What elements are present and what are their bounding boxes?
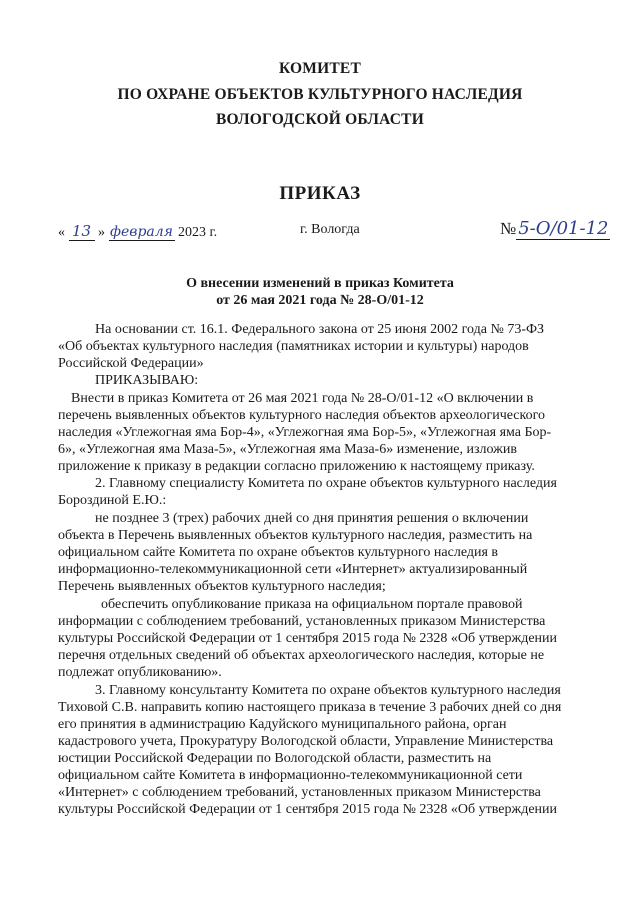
number-sign: № xyxy=(500,219,517,238)
date-month-handwritten: февраля xyxy=(110,224,173,240)
document-type-title: ПРИКАЗ xyxy=(279,183,361,204)
org-name-line-2: ПО ОХРАНЕ ОБЪЕКТОВ КУЛЬТУРНОГО НАСЛЕДИЯ xyxy=(117,86,523,103)
p2-line-1: Внести в приказ Комитета от 26 мая 2021 года № 28-О/01-12 «О включении в xyxy=(71,391,534,406)
p6-line-1: 3. Главному консультанту Комитета по охране объектов культурного наследия xyxy=(95,683,561,698)
p2-line-4: 6», «Углежогная яма Маза-5», «Углежогная яма Маза-6» изменение, изложив xyxy=(58,442,517,457)
p4-line-4: информационно-телекоммуникационной сети «Интернет» актуализированный xyxy=(58,562,528,577)
quote-close: » xyxy=(98,225,105,240)
p6-line-8: культуры Российской Федерации от 1 сентября 2015 года № 2328 «Об утверждении xyxy=(58,802,558,817)
p5-line-4: перечня отдельных сведений об объектах археологического наследия, которые не xyxy=(58,648,545,663)
p6-line-2: Тиховой С.В. направить копию настоящего приказа в течение 3 рабочих дней со дня xyxy=(58,700,562,715)
subject-line-2: от 26 мая 2021 года № 28-О/01-12 xyxy=(216,293,424,308)
p1-line-2: «Об объектах культурного наследия (памятниках истории и культуры) народов xyxy=(58,339,529,354)
order-word: ПРИКАЗЫВАЮ: xyxy=(95,373,199,388)
p3-line-1: 2. Главному специалисту Комитета по охране объектов культурного наследия xyxy=(95,476,557,491)
quote-open: « xyxy=(58,225,65,240)
org-name-line-3: ВОЛОГОДСКОЙ ОБЛАСТИ xyxy=(216,111,424,128)
date-year: 2023 г. xyxy=(178,225,218,240)
p2-line-2: перечень выявленных объектов культурного наследия объектов археологического xyxy=(58,408,546,423)
p5-line-1: обеспечить опубликование приказа на официальном портале правовой xyxy=(101,597,523,612)
p4-line-2: объекта в Перечень выявленных объектов культурного наследия, разместить на xyxy=(58,528,533,543)
p4-line-5: Перечень выявленных объектов культурного наследия; xyxy=(58,579,386,594)
p1-line-1: На основании ст. 16.1. Федерального закона от 25 июня 2002 года № 73-ФЗ xyxy=(95,322,545,337)
p3-line-2: Бороздиной Е.Ю.: xyxy=(58,493,167,508)
order-number xyxy=(500,218,610,240)
number-handwritten: 5-О/01-12 xyxy=(518,218,609,239)
p2-line-5: приложение к приказу в редакции согласно приложению к настоящему приказу. xyxy=(58,459,535,474)
p5-line-3: культуры Российской Федерации от 1 сентября 2015 года № 2328 «Об утверждении xyxy=(58,631,558,646)
p5-line-2: информации с соблюдением требований, установленных приказом Министерства xyxy=(58,614,546,629)
p6-line-3: его принятия в администрацию Кадуйского муниципального района, орган xyxy=(58,717,507,732)
org-name-line-1: КОМИТЕТ xyxy=(278,60,361,77)
date-day-handwritten: 13 xyxy=(69,222,95,241)
p4-line-1: не позднее 3 (трех) рабочих дней со дня принятия решения о включении xyxy=(95,511,529,526)
p6-line-5: юстиции Российской Федерации по Вологодской области, разместить на xyxy=(58,751,492,766)
p6-line-4: кадастрового учета, Прокуратуру Вологодской области, Управление Министерства xyxy=(58,734,554,749)
p2-line-3: наследия «Углежогная яма Бор-4», «Углежогная яма Бор-5», «Углежогная яма Бор- xyxy=(58,425,552,440)
subject-line-1: О внесении изменений в приказ Комитета xyxy=(186,276,454,291)
p6-line-7: «Интернет» с соблюдением требований, установленных приказом Министерства xyxy=(58,785,541,800)
p6-line-6: официальном сайте Комитета в информационно-телекоммуникационной сети xyxy=(58,768,523,783)
order-date xyxy=(58,222,238,241)
p4-line-3: официальном сайте Комитета по охране объектов культурного наследия в xyxy=(58,545,499,560)
order-city: г. Вологда xyxy=(300,222,360,237)
p5-line-5: подлежат опубликованию». xyxy=(58,665,222,680)
p1-line-3: Российской Федерации» xyxy=(58,356,204,371)
